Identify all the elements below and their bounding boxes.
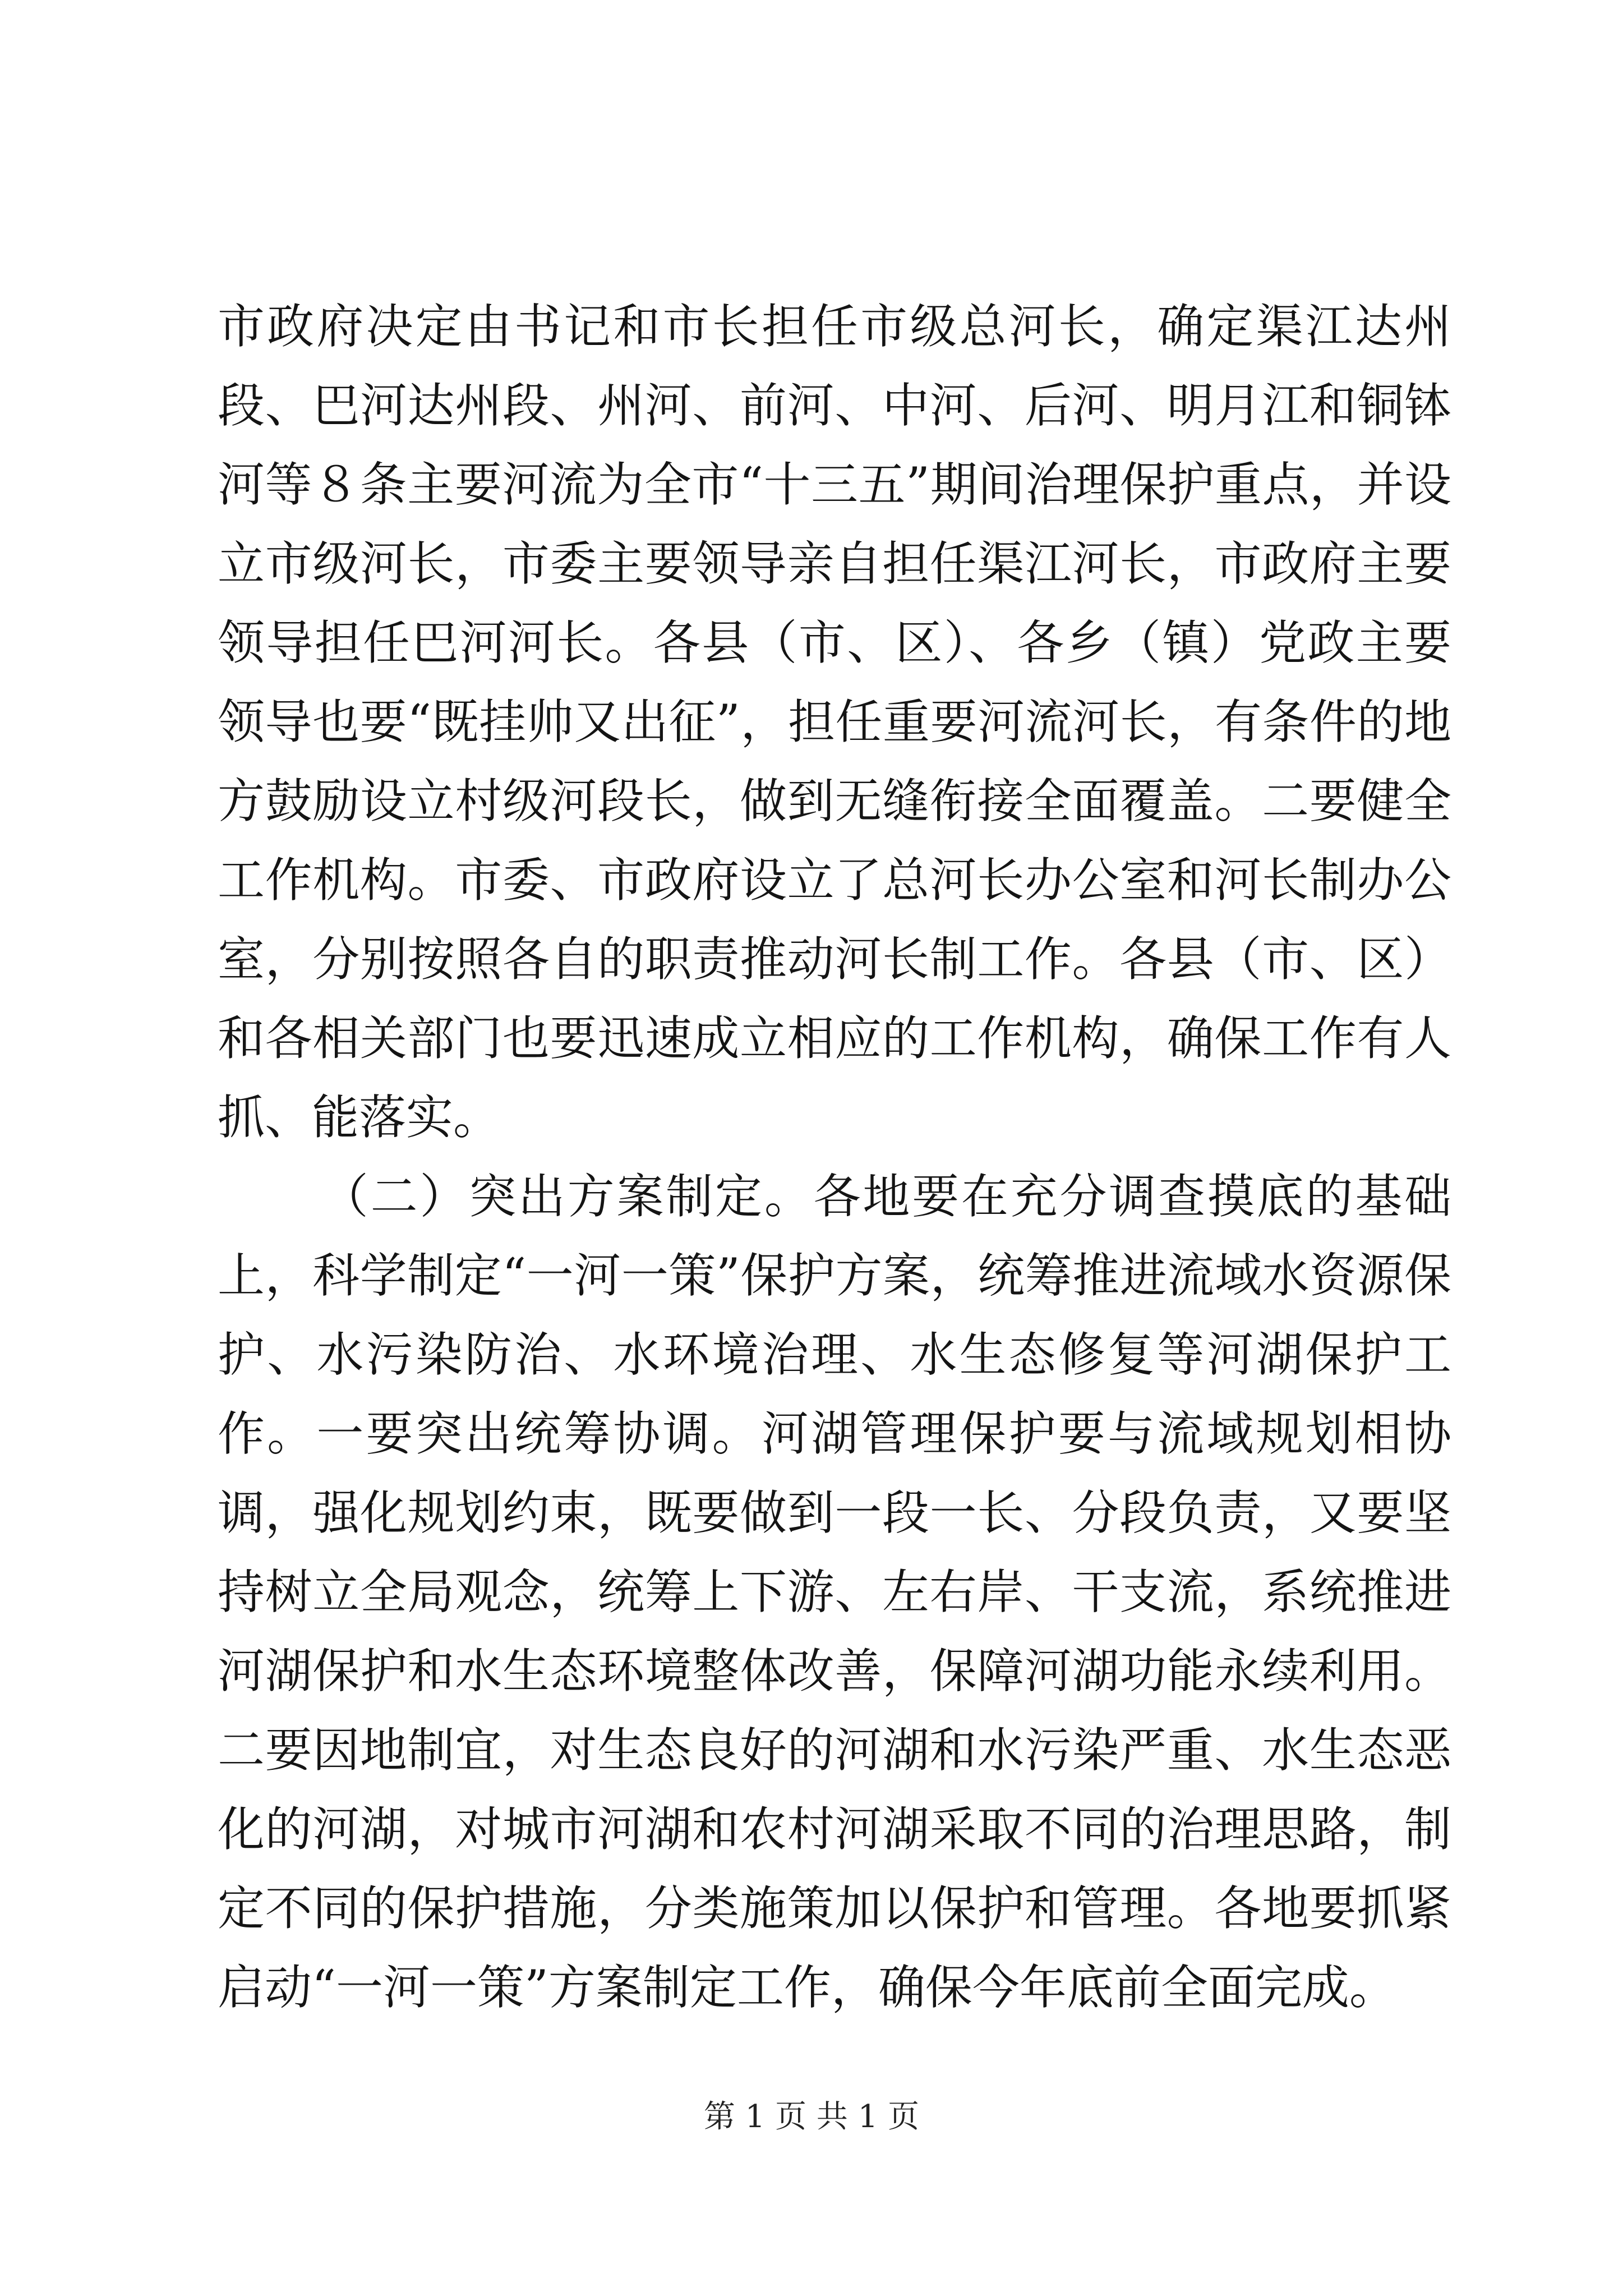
page-footer: 第 1 页 共 1 页 bbox=[703, 2099, 920, 2135]
body-paragraph-1: 市政府决定由书记和市长担任市级总河长，确定渠江达州段、巴河达州段、州河、前河、中河、后河、明月江和铜钵河等８条主要河流为全市“十三五”期间治理保护重点，并设立市级河长，市委主要领导亲自担任渠江河长，市政府主要领导担任巴河河长。各县（市、区）、各乡（镇）党政主要领导也要“既挂帅又出征”，担任重要河流河长，有条件的地方鼓励设立村级河段长，做到无缝衔接全面覆盖。二要健全工作机构。市委、市政府设立了总河长办公室和河长制办公室，分别按照各自的职责推动河长制工作。各县（市、区）和各相关部门也要迅速成立相应的工作机构，确保工作有人抓、能落实。 bbox=[218, 299, 1451, 1145]
body-paragraph-2: （二）突出方案制定。各地要在充分调查摸底的基础上，科学制定“一河一策”保护方案，统筹推进流域水资源保护、水污染防治、水环境治理、水生态修复等河湖保护工作。一要突出统筹协调。河湖管理保护要与流域规划相协调，强化规划约束，既要做到一段一长、分段负责，又要坚持树立全局观念，统筹上下游、左右岸、干支流，系统推进河湖保护和水生态环境整体改善，保障河湖功能永续利用。二要因地制宜，对生态良好的河湖和水污染严重、水生态恶化的河湖，对城市河湖和农村河湖采取不同的治理思路，制定不同的保护措施，分类施策加以保护和管理。各地要抓紧启动“一河一策”方案制定工作，确保今年底前全面完成。 bbox=[218, 1169, 1451, 2015]
document-body bbox=[218, 287, 1451, 2027]
